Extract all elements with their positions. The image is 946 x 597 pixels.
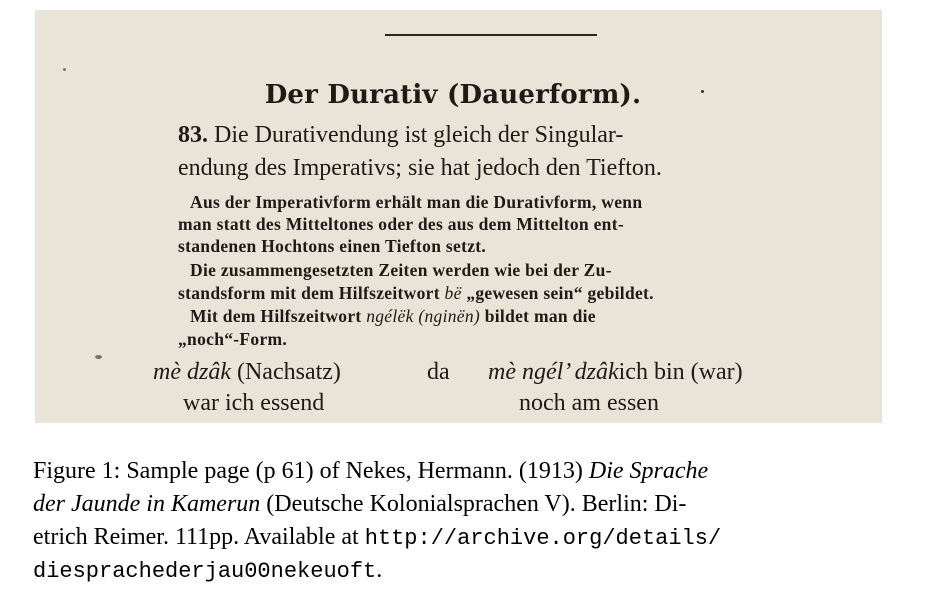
top-rule — [385, 34, 597, 36]
archive-url[interactable]: http://archive.org/details/ — [364, 526, 722, 551]
small-line-1: Aus der Imperativform erhält man die Durativform, wenn — [190, 192, 643, 212]
para-83-line-2: endung des Imperativs; sie hat jedoch den Tiefton. — [178, 155, 662, 181]
small-line-2: man statt des Mitteltones oder des aus dem Mittelton ent- — [178, 214, 624, 234]
caption-line-2: der Jaunde in Kamerun (Deutsche Kolonialsprachen V). Berlin: Di- — [33, 491, 687, 517]
example-left: mè dzâk (Nachsatz) — [153, 359, 341, 385]
speck — [701, 90, 704, 93]
example-da: da — [427, 359, 450, 385]
small-line-7: „noch“-Form. — [178, 329, 288, 349]
small-line-4: Die zusammengesetzten Zeiten werden wie bei der Zu- — [190, 260, 612, 280]
gloss-left: war ich essend — [183, 390, 325, 416]
para-83-line-1: 83. Die Durativendung ist gleich der Singular- — [178, 122, 624, 148]
para-number: 83. — [178, 122, 208, 148]
caption-line-4: diesprachederjau00nekeuoft. — [33, 557, 383, 584]
scanned-page-image — [35, 10, 882, 423]
caption-line-3: etrich Reimer. 111pp. Available at http://archive.org/details/ — [33, 524, 722, 551]
gloss-right: noch am essen — [519, 390, 659, 416]
small-line-3: standenen Hochtons einen Tiefton setzt. — [178, 236, 487, 256]
small-line-5: standsform mit dem Hilfszeitwort bë „gewesen sein“ gebildet. — [178, 283, 654, 303]
caption-line-1: Figure 1: Sample page (p 61) of Nekes, Hermann. (1913) Die Sprache — [33, 458, 709, 484]
small-line-6: Mit dem Hilfszeitwort ngélëk (nginën) bildet man die — [190, 306, 596, 326]
section-heading: Der Durativ (Dauerform). — [264, 80, 642, 110]
example-right: mè ngél’ dzâkich bin (war) — [488, 359, 743, 385]
archive-url-continued[interactable]: diesprachederjau00nekeuoft — [33, 559, 377, 584]
